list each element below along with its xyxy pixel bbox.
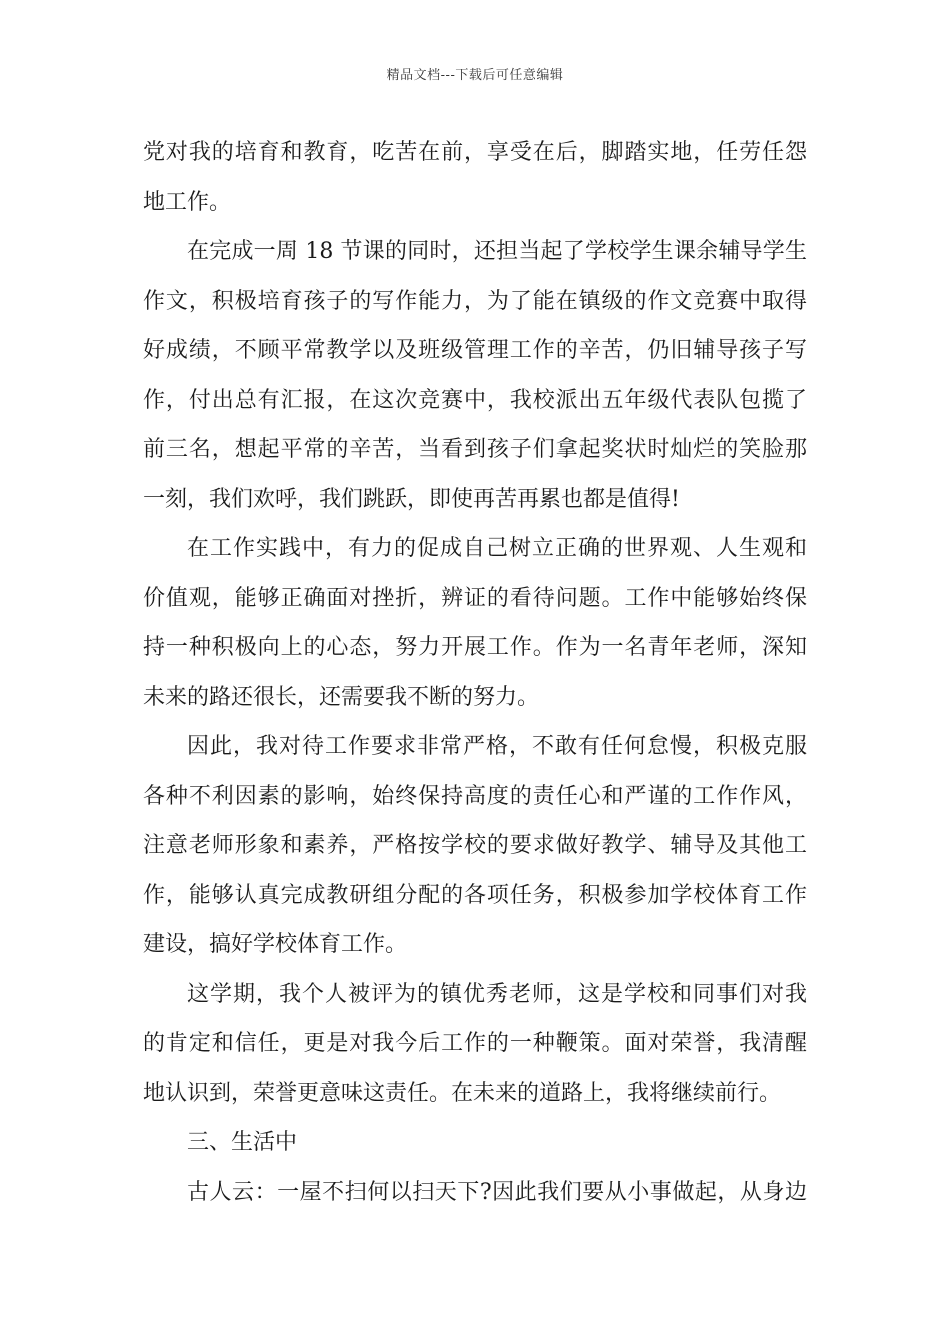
text-line-16: 作，能够认真完成教研组分配的各项任务，积极参加学校体育工作 — [143, 882, 807, 908]
text-line-11: 持一种积极向上的心态，努力开展工作。作为一名青年老师，深知 — [143, 635, 807, 660]
text-line-8: 一刻，我们欢呼，我们跳跃，即使再苦再累也都是值得! — [143, 486, 680, 512]
text-line-6: 作，付出总有汇报，在这次竞赛中，我校派出五年级代表队包揽了 — [143, 387, 807, 413]
text-line-13: 因此，我对待工作要求非常严格，不敢有任何怠慢，积极克服 — [187, 734, 807, 759]
text-line-5: 好成绩，不顾平常教学以及班级管理工作的辛苦，仍旧辅导孩子写 — [143, 338, 807, 363]
text-line-4: 作文，积极培育孩子的写作能力，为了能在镇级的作文竞赛中取得 — [143, 288, 807, 314]
text-line-19: 的肯定和信任，更是对我今后工作的一种鞭策。面对荣誉，我清醒 — [143, 1031, 807, 1056]
document-body — [143, 128, 807, 1217]
text-line-7: 前三名，想起平常的辛苦，当看到孩子们拿起奖状时灿烂的笑脸那 — [143, 437, 807, 462]
text-line-17: 建设，搞好学校体育工作。 — [143, 932, 408, 957]
text-line-10: 价值观，能够正确面对挫折，辨证的看待问题。工作中能够始终保 — [143, 585, 807, 611]
text-line-2: 地工作。 — [143, 189, 232, 215]
text-line-12: 未来的路还很长，还需要我不断的努力。 — [143, 684, 540, 710]
text-line-9: 在工作实践中，有力的促成自己树立正确的世界观、人生观和 — [187, 536, 807, 561]
text-line-14: 各种不利因素的影响，始终保持高度的责任心和严谨的工作作风， — [143, 783, 807, 809]
section-heading: 三、生活中 — [187, 1130, 298, 1155]
text-line-20: 地认识到，荣誉更意味这责任。在未来的道路上，我将继续前行。 — [143, 1080, 782, 1106]
text-line-1: 党对我的培育和教育，吃苦在前，享受在后，脚踏实地，任劳任怨 — [143, 140, 807, 165]
page-header: 精品文档---下载后可任意编辑 — [386, 68, 564, 83]
text-line-3: 在完成一周 18 节课的同时，还担当起了学校学生课余辅导学生 — [187, 239, 807, 264]
text-line-22: 古人云：一屋不扫何以扫天下?因此我们要从小事做起，从身边 — [187, 1179, 807, 1205]
text-line-15: 注意老师形象和素养，严格按学校的要求做好教学、辅导及其他工 — [143, 833, 807, 858]
text-line-18: 这学期，我个人被评为的镇优秀老师，这是学校和同事们对我 — [187, 981, 807, 1007]
